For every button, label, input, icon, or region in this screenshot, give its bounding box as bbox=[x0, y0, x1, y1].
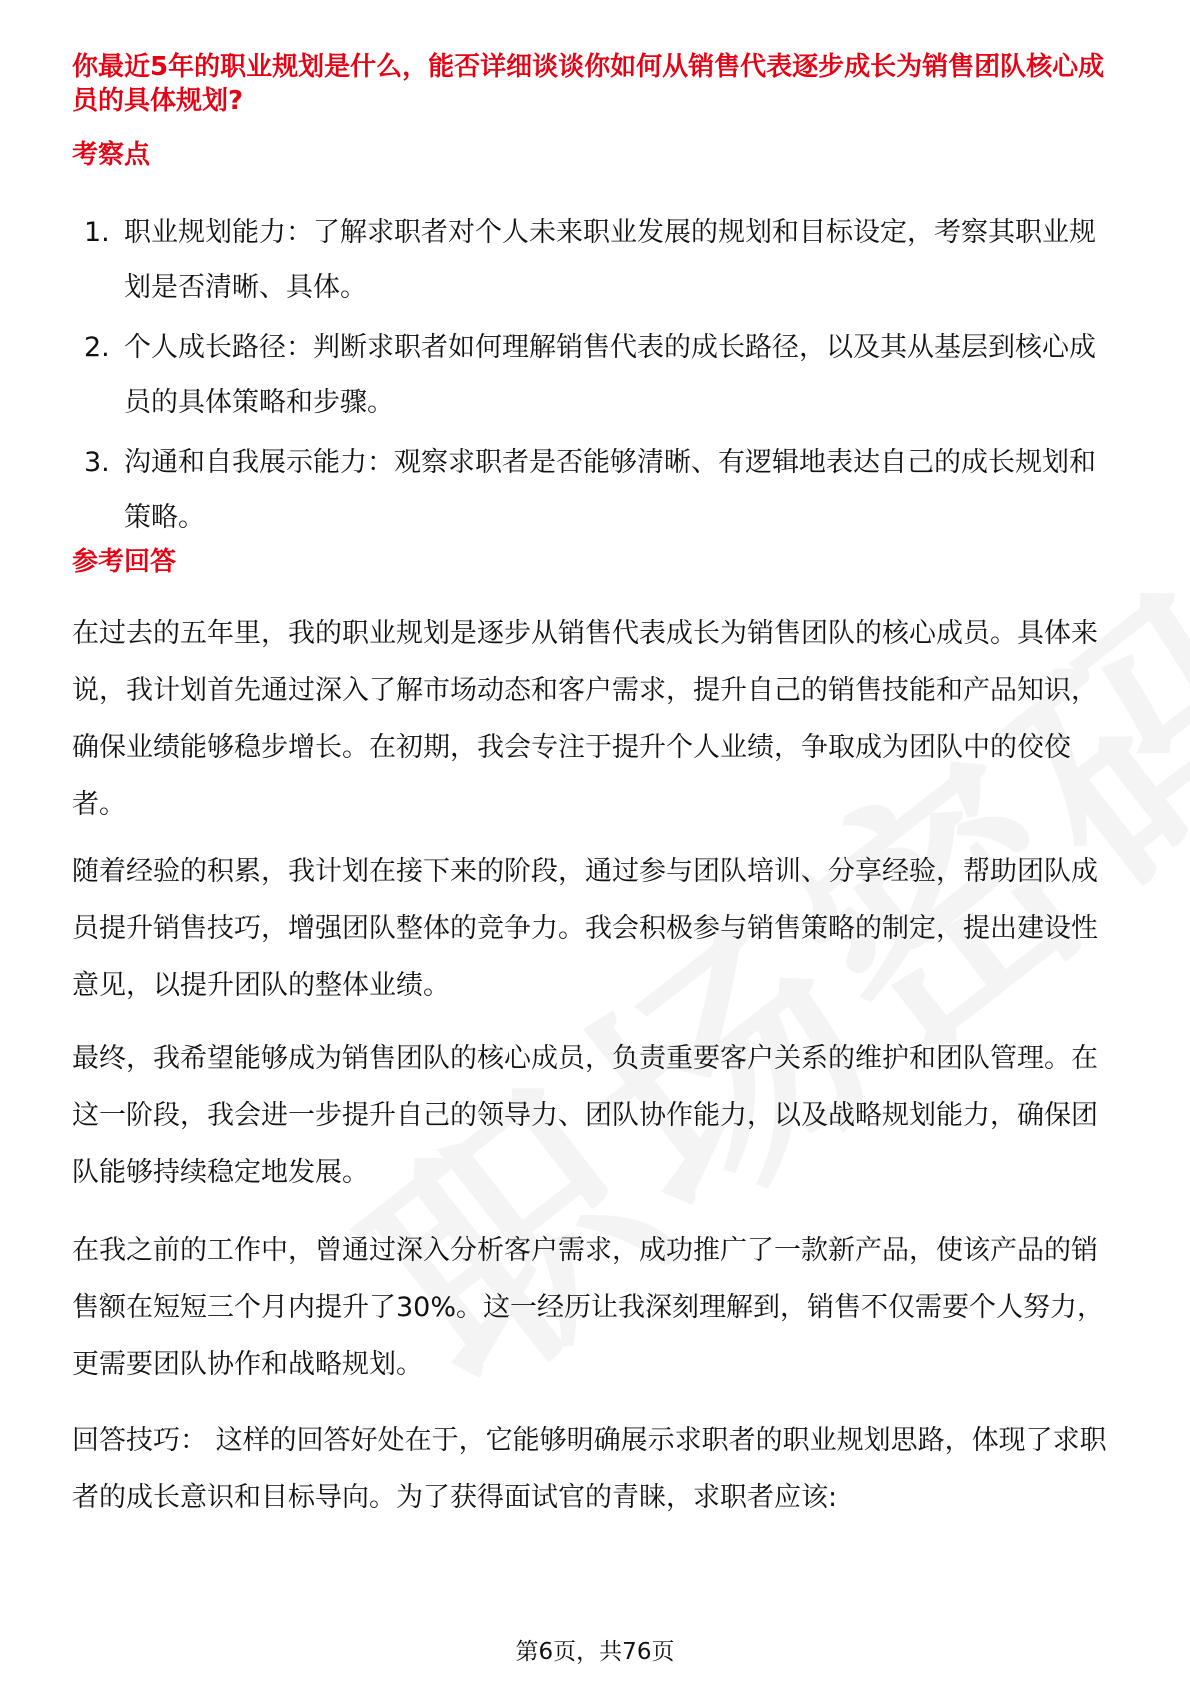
list-item bbox=[72, 435, 1117, 545]
question-heading: 你最近5年的职业规划是什么，能否详细谈谈你如何从销售代表逐步成长为销售团队核心成员的具体规划? bbox=[72, 52, 1105, 116]
list-item-number: 1. bbox=[84, 217, 110, 248]
answer-paragraph: 最终，我希望能够成为销售团队的核心成员，负责重要客户关系的维护和团队管理。在这一阶段，我会进一步提升自己的领导力、团队协作能力，以及战略规划能力，确保团队能够持续稳定地发展。 bbox=[72, 1043, 1098, 1188]
list-item-number: 3. bbox=[84, 447, 110, 478]
answer-paragraph: 随着经验的积累，我计划在接下来的阶段，通过参与团队培训、分享经验，帮助团队成员提升销售技巧，增强团队整体的竞争力。我会积极参与销售策略的制定，提出建设性意见，以提升团队的整体业绩。 bbox=[72, 856, 1098, 1001]
list-item-number: 2. bbox=[84, 332, 110, 363]
list-item bbox=[72, 320, 1117, 430]
list-item-text: 沟通和自我展示能力：观察求职者是否能够清晰、有逻辑地表达自己的成长规划和策略。 bbox=[124, 447, 1096, 533]
page-number: 第6页，共76页 bbox=[515, 1639, 675, 1665]
list-item-text: 个人成长路径：判断求职者如何理解销售代表的成长路径，以及其从基层到核心成员的具体策略和步骤。 bbox=[124, 332, 1096, 418]
points-list bbox=[72, 205, 1117, 550]
answer-section-title: 参考回答 bbox=[72, 547, 177, 577]
answer-paragraph: 在过去的五年里，我的职业规划是逐步从销售代表成长为销售团队的核心成员。具体来说，我计划首先通过深入了解市场动态和客户需求，提升自己的销售技能和产品知识，确保业绩能够稳步增长。在初期，我会专注于提升个人业绩，争取成为团队中的佼佼者。 bbox=[72, 618, 1098, 820]
points-section-title: 考察点 bbox=[72, 140, 151, 170]
list-item bbox=[72, 205, 1117, 315]
list-item-text: 职业规划能力：了解求职者对个人未来职业发展的规划和目标设定，考察其职业规划是否清晰、具体。 bbox=[124, 217, 1096, 303]
tips-paragraph: 回答技巧： 这样的回答好处在于，它能够明确展示求职者的职业规划思路，体现了求职者的成长意识和目标导向。为了获得面试官的青睐，求职者应该: bbox=[72, 1425, 1107, 1513]
answer-paragraph: 在我之前的工作中，曾通过深入分析客户需求，成功推广了一款新产品，使该产品的销售额在短短三个月内提升了30%。这一经历让我深刻理解到，销售不仅需要个人努力，更需要团队协作和战略规划。 bbox=[72, 1235, 1105, 1380]
